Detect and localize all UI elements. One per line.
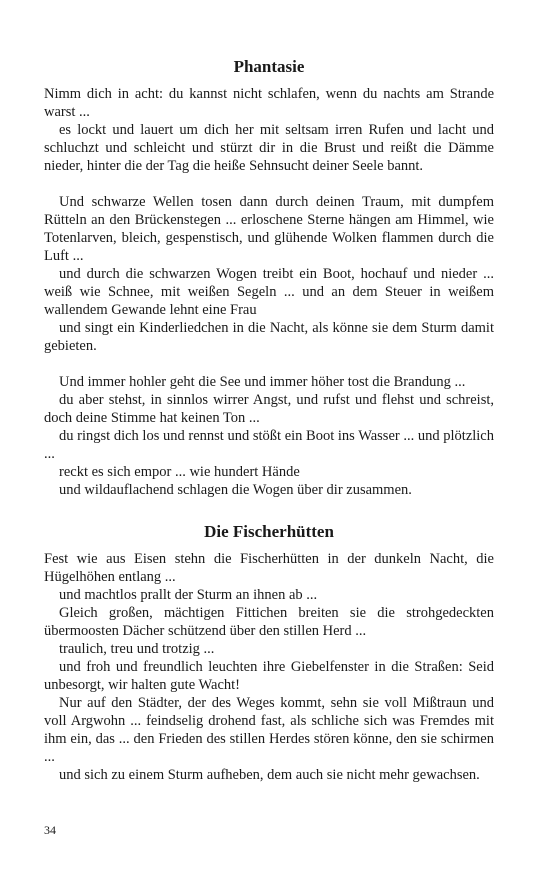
paragraph: Fest wie aus Eisen stehn die Fischerhütten in der dunkeln Nacht, die Hügelhöhen entlang ... — [44, 551, 494, 585]
paragraph: und singt ein Kinderliedchen in die Nacht, als könne sie dem Sturm damit gebieten. — [44, 320, 494, 354]
paragraph: und froh und freundlich leuchten ihre Giebelfenster in die Straßen: Seid unbesorgt, wir halten gute Wacht! — [44, 659, 494, 693]
paragraph: und durch die schwarzen Wogen treibt ein Boot, hochauf und nieder ... weiß wie Schnee, mit weißen Segeln ... und an dem Steuer in weißem wallendem Gewande lehnt eine Frau — [44, 266, 494, 318]
paragraph: es lockt und lauert um dich her mit seltsam irren Rufen und lacht und schluchzt und schleicht und stürzt dir in die Brust und reißt die Dämme nieder, hinter die der Tag die heiße Sehnsucht deiner Seele bannt. — [44, 122, 494, 174]
paragraph: und wildauflachend schlagen die Wogen über dir zusammen. — [59, 482, 412, 498]
paragraph: traulich, treu und trotzig ... — [59, 641, 215, 657]
paragraph: du aber stehst, in sinnlos wirrer Angst, und rufst und flehst und schreist, doch deine Stimme hat keinen Ton ... — [44, 392, 494, 426]
paragraph: Nur auf den Städter, der des Weges kommt, sehn sie voll Mißtraun und voll Argwohn ... feindselig drohend fast, als schliche sich was Fremdes mit ihm ein, das ... den Frieden des stillen Herdes stören könne, den sie schirmen ... — [44, 695, 494, 765]
poem-title-phantasie: Phantasie — [233, 57, 305, 76]
paragraph: du ringst dich los und rennst und stößt ein Boot ins Wasser ... und plötzlich ... — [44, 428, 494, 462]
poem-title-fischerhuetten: Die Fischerhütten — [204, 522, 334, 541]
page-number: 34 — [44, 823, 56, 837]
paragraph: Und schwarze Wellen tosen dann durch deinen Traum, mit dumpfem Rütteln an den Brückenstegen ... erloschene Sterne hängen am Himmel, wie Totenlarven, bleich, gespenstisch, und glühende Wolken flammen durch die Luft ... — [44, 194, 494, 264]
paragraph: und machtlos prallt der Sturm an ihnen ab ... — [59, 587, 318, 603]
page-body — [44, 56, 494, 784]
paragraph: Nimm dich in acht: du kannst nicht schlafen, wenn du nachts am Strande warst ... — [44, 86, 494, 120]
paragraph: Und immer hohler geht die See und immer höher tost die Brandung ... — [59, 374, 466, 390]
paragraph: reckt es sich empor ... wie hundert Hände — [59, 464, 300, 480]
paragraph: Gleich großen, mächtigen Fittichen breiten sie die strohgedeckten übermoosten Dächer schützend über den stillen Herd ... — [44, 605, 494, 639]
paragraph: und sich zu einem Sturm aufheben, dem auch sie nicht mehr gewachsen. — [59, 767, 480, 783]
